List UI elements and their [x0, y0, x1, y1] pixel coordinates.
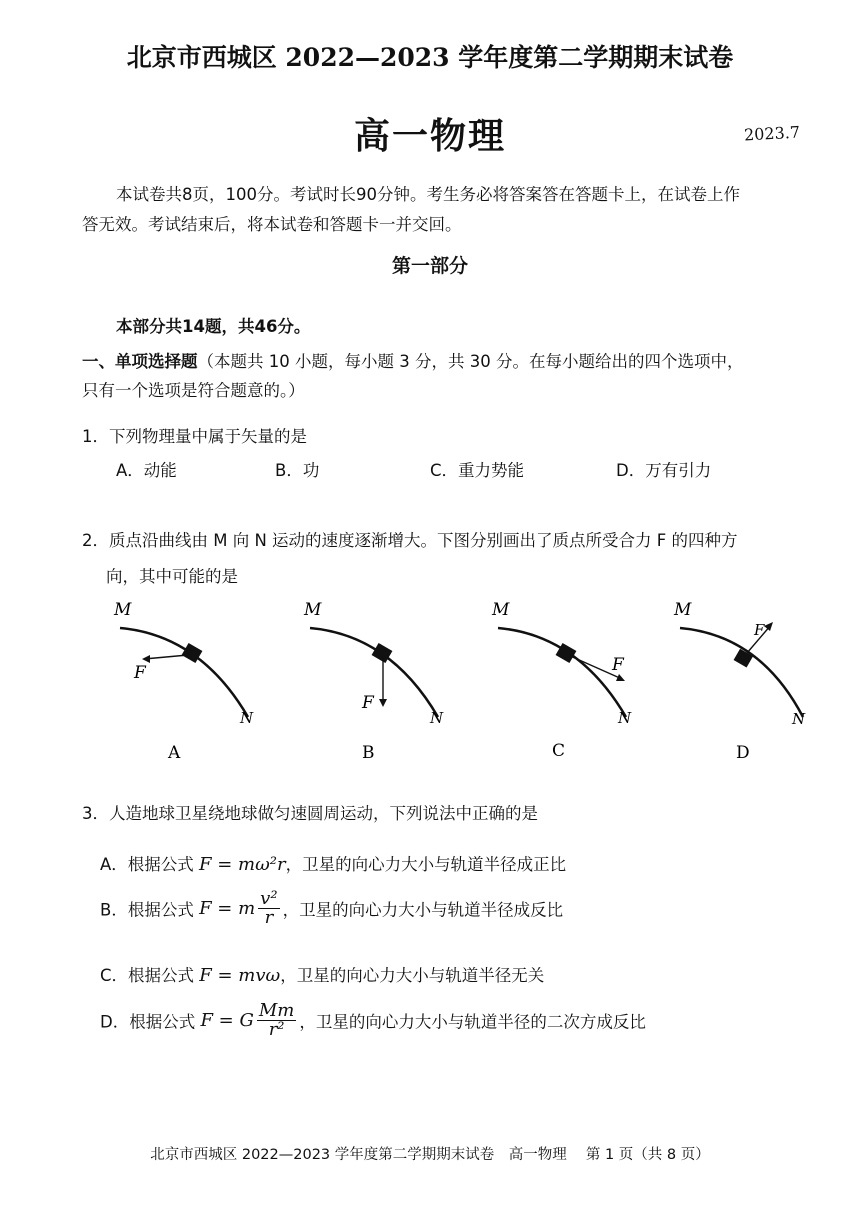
- part-heading-line: [82, 348, 743, 372]
- q1-option-a: A．动能: [116, 461, 177, 480]
- figure-b: [290, 595, 460, 765]
- force-arrow: [144, 655, 188, 659]
- q3-option-d-prefix: D．根据公式: [100, 1012, 196, 1032]
- q1-option-c: C．重力势能: [430, 461, 525, 480]
- q1-option-b: B．功: [275, 461, 320, 480]
- q1-option-d: D．万有引力: [616, 461, 712, 480]
- figure-b-m-label: M: [304, 600, 322, 620]
- figure-b-n-label: N: [430, 709, 444, 727]
- figure-c-f-label: F: [612, 655, 624, 675]
- question-1-stem: 1．下列物理量中属于矢量的是: [82, 427, 307, 446]
- subject-title: 高一物理: [353, 116, 506, 157]
- q3-option-a-text: ，卫星的向心力大小与轨道半径成正比: [285, 855, 567, 874]
- q3-option-a-formula: F = mω²r: [199, 854, 286, 875]
- q3-option-d-formula-lhs: F = G: [200, 1010, 254, 1031]
- force-arrowhead: [764, 622, 773, 631]
- exam-date: 2023.7: [743, 122, 801, 145]
- q3-option-b-text: ，卫星的向心力大小与轨道半径成反比: [282, 900, 564, 920]
- part-description-2: 只有一个选项是符合题意的。）: [82, 381, 305, 400]
- figure-d-label: D: [736, 743, 750, 763]
- q3-option-b: [100, 890, 563, 927]
- figure-a-n-label: N: [240, 709, 254, 727]
- figure-c: [478, 595, 648, 765]
- q3-option-b-formula-lhs: F = m: [199, 898, 256, 919]
- exam-title: 北京市西城区 2022—2023 学年度第二学期期末试卷: [126, 43, 734, 72]
- q3-option-c-prefix: C．根据公式: [100, 966, 195, 985]
- section-title: 第一部分: [391, 255, 468, 277]
- figure-d-n-label: N: [792, 710, 806, 728]
- figure-c-m-label: M: [492, 600, 510, 620]
- q3-option-b-fraction: [258, 890, 279, 927]
- question-2-stem-1: 2．质点沿曲线由 M 向 N 运动的速度逐渐增大。下图分别画出了质点所受合力 F 的四种方: [82, 531, 738, 550]
- figure-d-m-label: M: [674, 600, 692, 620]
- intro-line-1: 本试卷共8页，100分。考试时长90分钟。考生务必将答案答在答题卡上，在试卷上作: [116, 185, 740, 204]
- intro-line-2: 答无效。考试结束后，将本试卷和答题卡一并交回。: [82, 215, 462, 234]
- force-arrowhead: [379, 699, 387, 707]
- question-3-stem: 3．人造地球卫星绕地球做匀速圆周运动，下列说法中正确的是: [82, 804, 538, 823]
- curve-path: [310, 628, 438, 717]
- q3-option-a-prefix: A．根据公式: [100, 855, 194, 874]
- figure-a-label: A: [168, 743, 181, 763]
- section-summary: 本部分共14题，共46分。: [116, 317, 311, 336]
- fraction-numerator: v²: [260, 888, 278, 909]
- figure-b-label: B: [362, 743, 375, 763]
- q3-option-c: [100, 962, 544, 986]
- q3-option-c-text: ，卫星的向心力大小与轨道半径无关: [280, 966, 545, 985]
- figure-c-n-label: N: [618, 709, 632, 727]
- curve-path: [680, 628, 803, 717]
- fraction-denominator: r: [264, 907, 274, 928]
- figure-a-m-label: M: [114, 600, 132, 620]
- q3-option-a: [100, 851, 566, 875]
- figure-d: [668, 595, 838, 765]
- q3-option-d-fraction: [257, 1002, 297, 1039]
- fraction-numerator: Mm: [258, 1000, 295, 1021]
- part-description: （本题共 10 小题，每小题 3 分，共 30 分。在每小题给出的四个选项中，: [197, 352, 744, 371]
- figure-d-f-label: F: [754, 621, 765, 639]
- page-footer: 北京市西城区 2022—2023 学年度第二学期期末试卷 高一物理 第 1 页（共 8 页）: [150, 1147, 710, 1163]
- q3-option-d: [100, 1002, 646, 1039]
- q3-option-c-formula: F = mvω: [199, 965, 281, 986]
- fraction-denominator: r²: [268, 1019, 285, 1040]
- figure-a-f-label: F: [134, 663, 146, 683]
- figure-b-f-label: F: [362, 693, 374, 713]
- particle: [734, 649, 753, 668]
- part-heading: 一、单项选择题: [82, 352, 198, 371]
- figure-c-label: C: [552, 741, 566, 761]
- figure-a: [100, 595, 270, 765]
- question-2-stem-2: 向，其中可能的是: [106, 567, 238, 586]
- q3-option-d-text: ，卫星的向心力大小与轨道半径的二次方成反比: [299, 1012, 646, 1032]
- q3-option-b-prefix: B．根据公式: [100, 900, 194, 920]
- force-arrowhead: [142, 655, 150, 663]
